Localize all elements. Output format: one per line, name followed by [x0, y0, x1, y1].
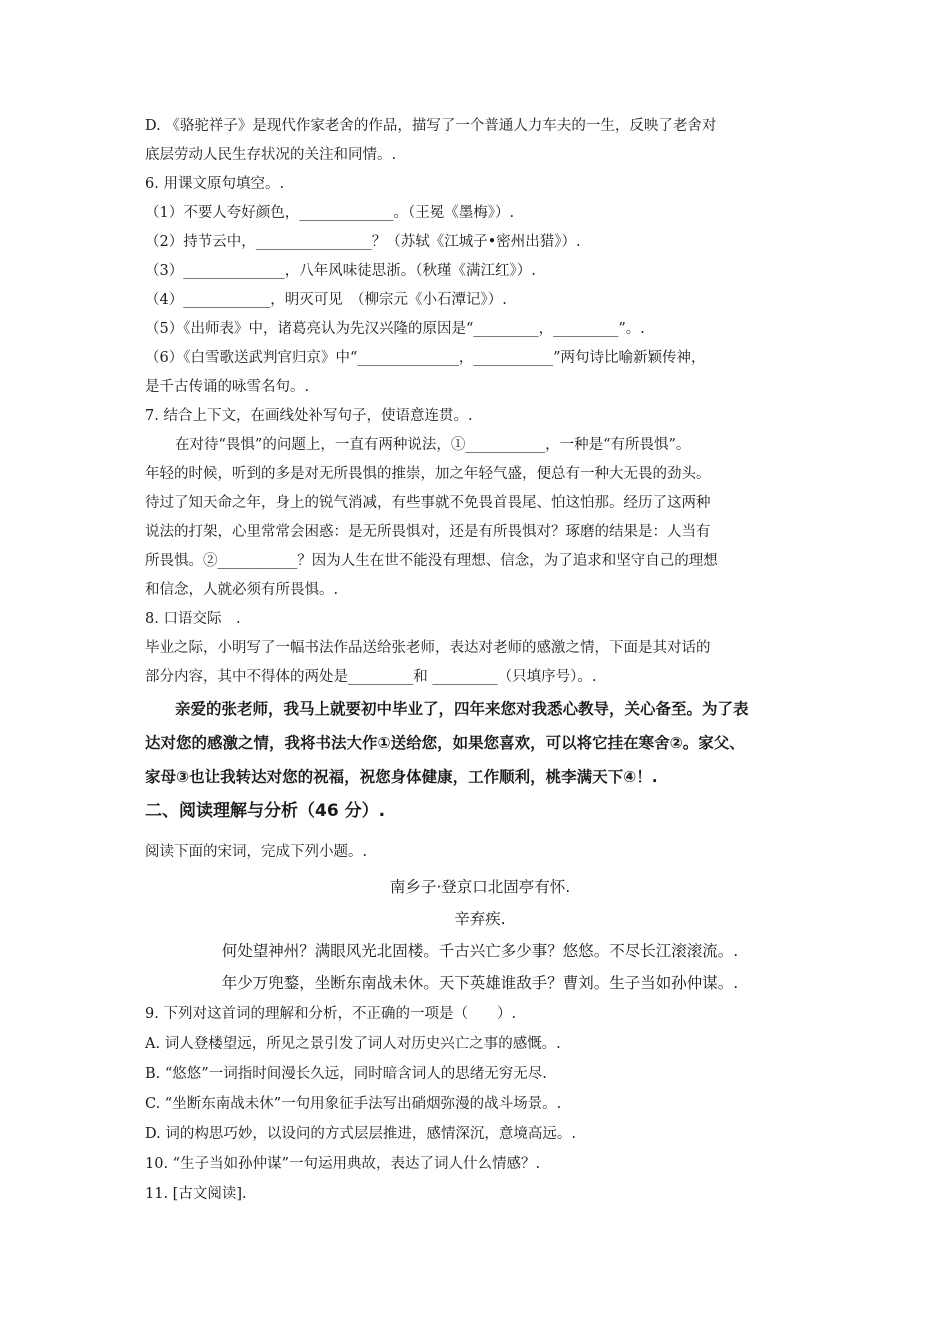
q6-title: 6. 用课文原句填空。. — [145, 176, 285, 192]
q7-passage-line4: 说法的打架，心里常常会困惑：是无所畏惧对，还是有所畏惧对？琢磨的结果是：人当有 — [145, 524, 711, 540]
q9-option-c: C. “坐断东南战未休”一句用象征手法写出硝烟弥漫的战斗场景。. — [145, 1096, 562, 1112]
q6-item-2: （2）持节云中，________________？（苏轼《江城子•密州出猎》）. — [145, 234, 581, 250]
poem-title: 南乡子·登京口北固亭有怀. — [389, 878, 571, 896]
q9-option-b: B. “悠悠”一词指时间漫长久远，同时暗含词人的思绪无穷无尽. — [145, 1066, 547, 1082]
q6-item-5: （5）《出师表》中，诸葛亮认为先汉兴隆的原因是“_________，_________”。. — [145, 321, 645, 337]
q6-item-6-line1: （6）《白雪歌送武判官归京》中“______________，___________”两句诗比喻新颖传神， — [145, 350, 706, 366]
q7-passage-line5: 所畏惧。②___________？因为人生在世不能没有理想、信念，为了追求和坚守自己的理想 — [145, 553, 718, 569]
q5-option-d-line2: 底层劳动人民生存状况的关注和同情。. — [145, 147, 397, 163]
q7-passage-line3: 待过了知天命之年，身上的锐气消减，有些事就不免畏首畏尾、怕这怕那。经历了这两种 — [145, 495, 711, 511]
section-2-heading: 二、阅读理解与分析（46 分）. — [145, 801, 386, 821]
q8-prompt-line1: 毕业之际，小明写了一幅书法作品送给张老师，表达对老师的感激之情，下面是其对话的 — [145, 640, 711, 656]
poem-line-2: 年少万兜鍪，坐断东南战未休。天下英雄谁敌手？曹刘。生子当如孙仲谋。. — [221, 974, 739, 992]
poem-author: 辛弃疾. — [454, 910, 506, 928]
q8-dialog-line3: 家母③也让我转达对您的祝福，祝您身体健康，工作顺利，桃李满天下④！. — [145, 768, 658, 786]
q6-item-3: （3）______________，八年风味徒思浙。（秋瑾《满江红》）. — [145, 263, 536, 279]
q5-option-d-line1: D. 《骆驼祥子》是现代作家老舍的作品，描写了一个普通人力车夫的一生，反映了老舍对 — [145, 118, 717, 134]
q8-dialog-line1: 亲爱的张老师，我马上就要初中毕业了，四年来您对我悉心教导，关心备至。为了表 — [175, 700, 749, 718]
q6-item-4: （4）____________，明灭可见 （柳宗元《小石潭记》）. — [145, 292, 507, 308]
q11-stem: 11. [古文阅读]. — [145, 1186, 247, 1202]
q8-dialog-line2: 达对您的感激之情，我将书法大作①送给您，如果您喜欢，可以将它挂在寒舍②。家父、 — [145, 734, 745, 752]
q7-title: 7. 结合上下文，在画线处补写句子，使语意连贯。. — [145, 408, 473, 424]
q7-passage-line2: 年轻的时候，听到的多是对无所畏惧的推崇，加之年轻气盛，便总有一种大无畏的劲头。 — [145, 466, 711, 482]
poem-line-1: 何处望神州？满眼风光北固楼。千古兴亡多少事？悠悠。不尽长江滚滚流。. — [221, 942, 739, 960]
q7-passage-line6: 和信念，人就必须有所畏惧。. — [145, 582, 339, 598]
q9-option-a: A. 词人登楼望远，所见之景引发了词人对历史兴亡之事的感慨。. — [145, 1036, 561, 1052]
q9-stem: 9. 下列对这首词的理解和分析，不正确的一项是（ ）. — [145, 1006, 517, 1022]
q6-item-6-line2: 是千古传诵的咏雪名句。. — [145, 379, 310, 395]
q8-prompt-line2: 部分内容，其中不得体的两处是_________和 _________（只填序号）。. — [145, 669, 597, 685]
q8-title: 8. 口语交际 . — [145, 611, 241, 627]
q6-item-1: （1）不要人夸好颜色，_____________。（王冕《墨梅》）. — [145, 205, 515, 221]
q9-option-d: D. 词的构思巧妙，以设问的方式层层推进，感情深沉，意境高远。. — [145, 1126, 576, 1142]
exam-page — [145, 112, 815, 1209]
q10-stem: 10. “生子当如孙仲谋”一句运用典故，表达了词人什么情感？. — [145, 1156, 541, 1172]
reading-intro: 阅读下面的宋词，完成下列小题。. — [145, 844, 368, 860]
q7-passage-line1: 在对待“畏惧”的问题上，一直有两种说法，①___________，一种是“有所畏惧”。 — [175, 437, 691, 453]
